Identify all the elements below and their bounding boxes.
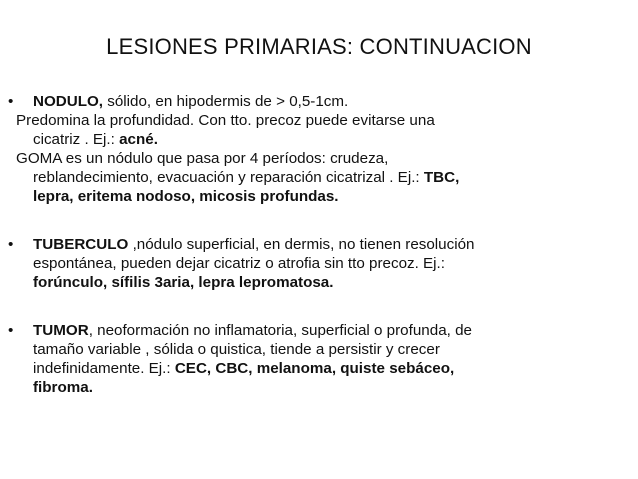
term-tumor: TUMOR <box>33 322 89 339</box>
slide-body <box>8 92 626 397</box>
nodulo-p2-line1: GOMA es un nódulo que pasa por 4 períodos: crudeza, <box>16 150 389 167</box>
tumor-cont-3 <box>8 378 626 397</box>
tumor-example-1: CEC, CBC, melanoma, quiste sebáceo, <box>174 360 455 377</box>
tumor-example-2: fibroma. <box>33 379 93 396</box>
tumor-line1: , neoformación no inflamatoria, superficial o profunda, de <box>88 322 472 339</box>
nodulo-paragraph-1 <box>8 111 626 130</box>
tuberculo-examples <box>8 273 626 292</box>
nodulo-paragraph-2-cont <box>8 168 626 187</box>
bullet-dot-icon: • <box>8 322 14 339</box>
tuberculo-cont <box>8 254 626 273</box>
tumor-cont-1 <box>8 340 626 359</box>
tumor-line2: tamaño variable , sólida o quistica, tiende a persistir y crecer <box>33 341 440 358</box>
nodulo-p2-example-2: lepra, eritema nodoso, micosis profundas. <box>33 188 339 205</box>
bullet-tumor <box>8 321 626 340</box>
nodulo-paragraph-2-cont2 <box>8 187 626 206</box>
slide-title: LESIONES PRIMARIAS: CONTINUACION <box>106 34 532 59</box>
bullet-dot-icon: • <box>8 236 14 253</box>
tuberculo-example: forúnculo, sífilis 3aria, lepra lepromatosa. <box>33 274 334 291</box>
term-tuberculo: TUBERCULO <box>33 236 129 253</box>
nodulo-p1-example: acné. <box>119 131 158 148</box>
tumor-cont-2 <box>8 359 626 378</box>
bullet-tuberculo <box>8 235 626 254</box>
bullet-nodulo <box>8 92 626 111</box>
nodulo-p1-line1: Predomina la profundidad. Con tto. precoz puede evitarse una <box>16 112 435 129</box>
nodulo-definition: sólido, en hipodermis de > 0,5-1cm. <box>103 93 349 110</box>
nodulo-p2-example-1: TBC, <box>423 169 460 186</box>
term-nodulo: NODULO, <box>33 93 104 110</box>
tumor-line3: indefinidamente. Ej.: <box>33 360 175 377</box>
bullet-dot-icon: • <box>8 93 14 110</box>
nodulo-paragraph-1-cont <box>8 130 626 149</box>
nodulo-paragraph-2 <box>8 149 626 168</box>
tuberculo-line2: espontánea, pueden dejar cicatriz o atrofia sin tto precoz. Ej.: <box>33 255 445 272</box>
tuberculo-line1: ,nódulo superficial, en dermis, no tienen resolución <box>128 236 475 253</box>
nodulo-p1-line2: cicatriz . Ej.: <box>33 131 120 148</box>
nodulo-p2-line2: reblandecimiento, evacuación y reparación cicatrizal . Ej.: <box>33 169 424 186</box>
